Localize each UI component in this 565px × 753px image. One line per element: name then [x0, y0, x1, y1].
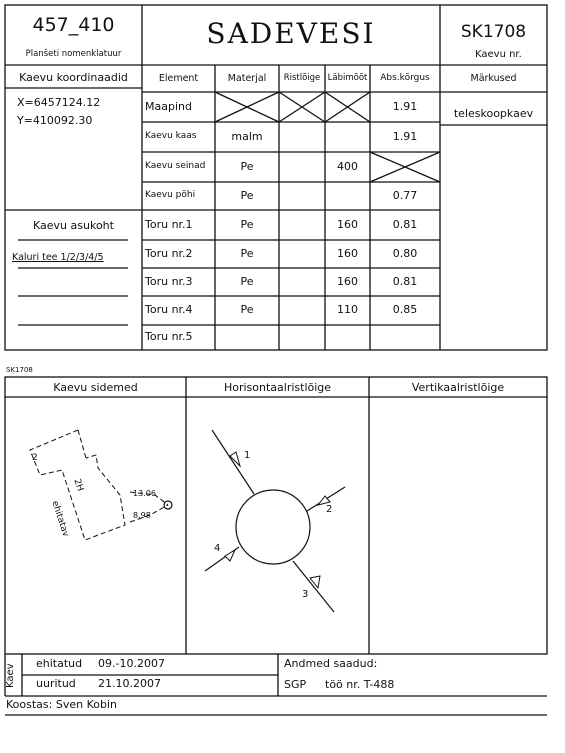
work-number: töö nr. T-488 — [325, 678, 395, 691]
built-date: 09.-10.2007 — [98, 657, 165, 670]
cell-elevation: 0.85 — [392, 303, 418, 316]
cell-elevation: 0.80 — [392, 246, 418, 260]
col-header-elevation: Abs.kõrgus — [380, 73, 430, 83]
cell-material: malm — [231, 129, 263, 143]
cell-element: Kaevu põhi — [145, 189, 196, 200]
cell-element: Toru nr.2 — [145, 246, 193, 260]
pipe-label-3: 3 — [302, 589, 309, 600]
horizontal-section — [205, 430, 345, 612]
cell-element: Kaevu seinad — [145, 160, 206, 171]
cell-element: Toru nr.4 — [145, 303, 193, 316]
page-title: SADEVESI — [206, 17, 376, 50]
author: Koostas: Sven Kobin — [6, 698, 117, 711]
built-label: ehitatud — [36, 657, 83, 670]
address: Kaluri tee 1/2/3/4/5 — [12, 252, 104, 263]
dimension-1: 13.06 — [133, 489, 156, 498]
pipe-label-2: 2 — [326, 504, 333, 515]
col-header-remarks: Märkused — [470, 73, 517, 84]
cell-material: Pe — [240, 188, 254, 202]
cell-element: Kaevu kaas — [145, 130, 197, 141]
dimension-2: 8.98 — [133, 511, 151, 520]
cell-element: Toru nr.5 — [145, 330, 193, 343]
cell-elevation: 0.81 — [392, 217, 418, 231]
well-id: SK1708 — [460, 22, 527, 42]
pipe-arrows — [225, 452, 333, 588]
sheet-code: 457_410 — [32, 14, 115, 36]
building-number: 2 — [32, 453, 38, 463]
cell-elevation: 1.91 — [392, 129, 418, 143]
data-source: SGP — [284, 678, 307, 691]
cell-elevation: 1.91 — [392, 99, 418, 113]
cell-material: Pe — [240, 274, 254, 288]
data-label: Andmed saadud: — [284, 657, 378, 670]
coord-x: X=6457124.12 — [17, 96, 101, 109]
cell-material: Pe — [240, 217, 254, 231]
pipe-label-4: 4 — [214, 543, 221, 554]
surveyed-date: 21.10.2007 — [98, 677, 161, 690]
building-label: ehitatav — [49, 499, 71, 539]
drawing-well-id: SK1708 — [6, 366, 33, 374]
cell-remarks: teleskoopkaev — [453, 107, 534, 120]
cell-elevation: 0.81 — [392, 274, 418, 288]
building-floors: 2H — [71, 477, 85, 493]
cell-material: Pe — [240, 159, 254, 173]
cell-elevation: 0.77 — [392, 188, 418, 202]
surveyed-label: uuritud — [36, 677, 76, 690]
cell-element: Toru nr.1 — [145, 217, 193, 231]
col-header-element: Element — [158, 73, 199, 84]
cell-element: Toru nr.3 — [145, 274, 193, 288]
footer-side-label: Kaev — [5, 663, 16, 688]
col-header-section: Ristlõige — [283, 73, 321, 83]
well-label: Kaevu nr. — [475, 49, 522, 60]
cell-diameter: 160 — [337, 274, 358, 288]
col-header-material: Materjal — [227, 73, 267, 84]
building-outline — [30, 430, 168, 540]
cell-material: Pe — [240, 246, 254, 260]
col-title-connections: Kaevu sidemed — [53, 381, 138, 394]
col-header-diameter: Läbimõõt — [327, 73, 368, 83]
col-title-horizontal: Horisontaalristlõige — [223, 381, 332, 394]
cell-diameter: 110 — [337, 303, 358, 316]
location-label: Kaevu asukoht — [33, 219, 114, 232]
cell-material: Pe — [240, 303, 254, 316]
coords-label: Kaevu koordinaadid — [19, 71, 128, 84]
cell-element: Maapind — [145, 99, 192, 113]
cell-diameter: 160 — [337, 246, 358, 260]
cell-diameter: 400 — [337, 159, 358, 173]
col-title-vertical: Vertikaalristlõige — [411, 381, 505, 394]
coord-y: Y=410092.30 — [17, 114, 93, 127]
cell-diameter: 160 — [337, 217, 358, 231]
pipe-label-1: 1 — [244, 450, 251, 461]
sheet-label: Planšeti nomenklatuur — [25, 49, 122, 59]
